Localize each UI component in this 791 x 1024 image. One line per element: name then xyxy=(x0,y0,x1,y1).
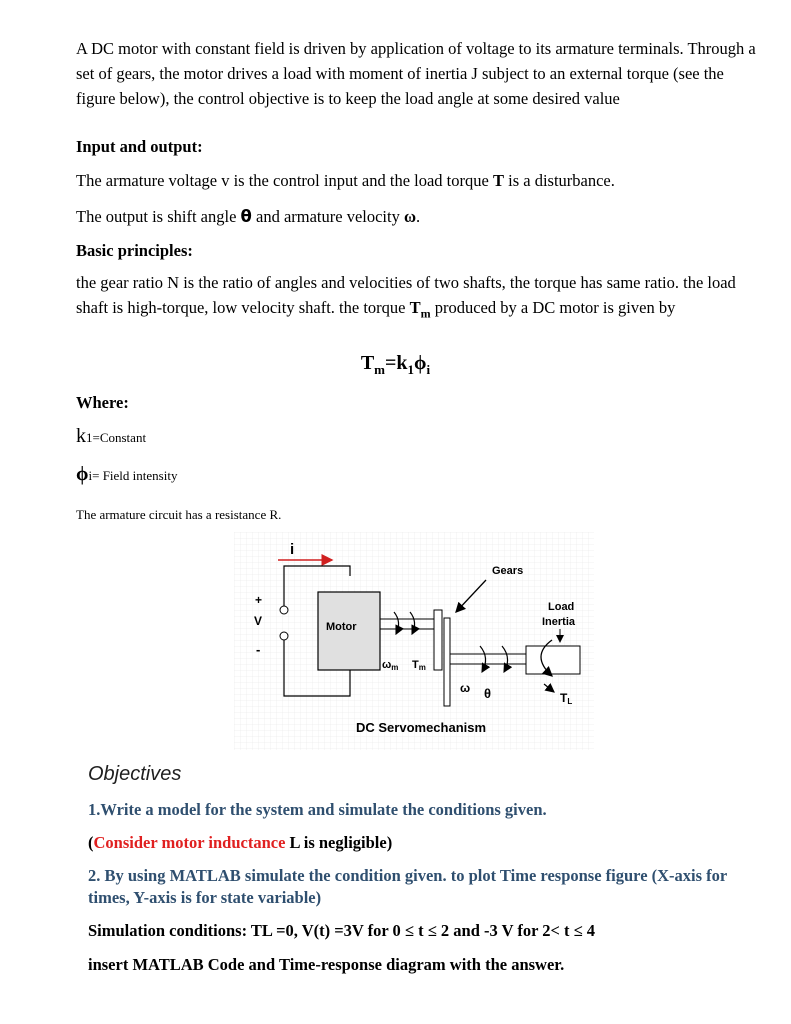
omega-label: ω xyxy=(460,681,471,695)
load-label: Load xyxy=(548,601,575,613)
gear-small xyxy=(434,610,442,670)
io-line-2: The output is shift angle θ and armature velocity ω. xyxy=(76,207,421,226)
simulation-conditions: Simulation conditions: TL =0, V(t) =3V for 0 ≤ t ≤ 2 and -3 V for 2< t ≤ 4 xyxy=(88,921,596,940)
insert-instruction: insert MATLAB Code and Time-response diagram with the answer. xyxy=(88,955,565,974)
io-heading: Input and output: xyxy=(76,137,203,156)
figure-caption: DC Servomechanism xyxy=(356,720,487,735)
wm-label: ωm xyxy=(382,659,399,672)
theta-label: θ xyxy=(484,686,492,701)
load-inertia-box xyxy=(526,646,580,674)
gear-large xyxy=(444,618,450,706)
dc-servomechanism-figure xyxy=(234,532,594,750)
gears-label: Gears xyxy=(492,565,524,577)
tm-label: Tm xyxy=(412,659,426,672)
objective-2: 2. By using MATLAB simulate the condition given. to plot Time response figure (X-axis for times, Y-axis is for state variable) xyxy=(88,866,727,907)
minus-sign: - xyxy=(256,642,261,657)
terminal-plus xyxy=(280,606,288,614)
voltage-label: V xyxy=(254,614,263,628)
basic-principles-heading: Basic principles: xyxy=(76,241,193,260)
io-line-1: The armature voltage v is the control input and the load torque T is a disturbance. xyxy=(76,171,615,190)
objectives-title: Objectives xyxy=(88,763,182,785)
resistance-line: The armature circuit has a resistance R. xyxy=(76,507,282,522)
current-label: i xyxy=(290,541,295,558)
inductance-note: (Consider motor inductance L is negligible) xyxy=(88,833,393,852)
inertia-label: Inertia xyxy=(542,616,576,628)
motor-label: Motor xyxy=(326,621,357,633)
where-heading: Where: xyxy=(76,393,129,412)
torque-equation: $T_m=k_1\phi_i$ xyxy=(360,352,431,377)
intro-paragraph: A DC motor with constant field is driven by application of voltage to its armature terminals. Through a set of gears, the motor drives a load with moment of inertia J subject to an external torque (see the figure below), the control objective is to keep the load angle at some desired value xyxy=(76,39,756,108)
objective-1: 1.Write a model for the system and simulate the conditions given. xyxy=(88,800,547,819)
phi-definition: ϕi= Field intensity xyxy=(76,463,178,485)
tl-label: TL xyxy=(560,691,573,706)
basic-principles-text: the gear ratio N is the ratio of angles and velocities of two shafts, the torque has same ratio. the load shaft is high-torque, low velocity shaft. the torque $T_m$ produced by a DC motor is given by xyxy=(76,273,736,321)
figure-grid-background xyxy=(234,532,594,750)
terminal-minus xyxy=(280,632,288,640)
k1-definition: k1=Constant xyxy=(76,425,147,447)
plus-sign: + xyxy=(255,593,263,607)
